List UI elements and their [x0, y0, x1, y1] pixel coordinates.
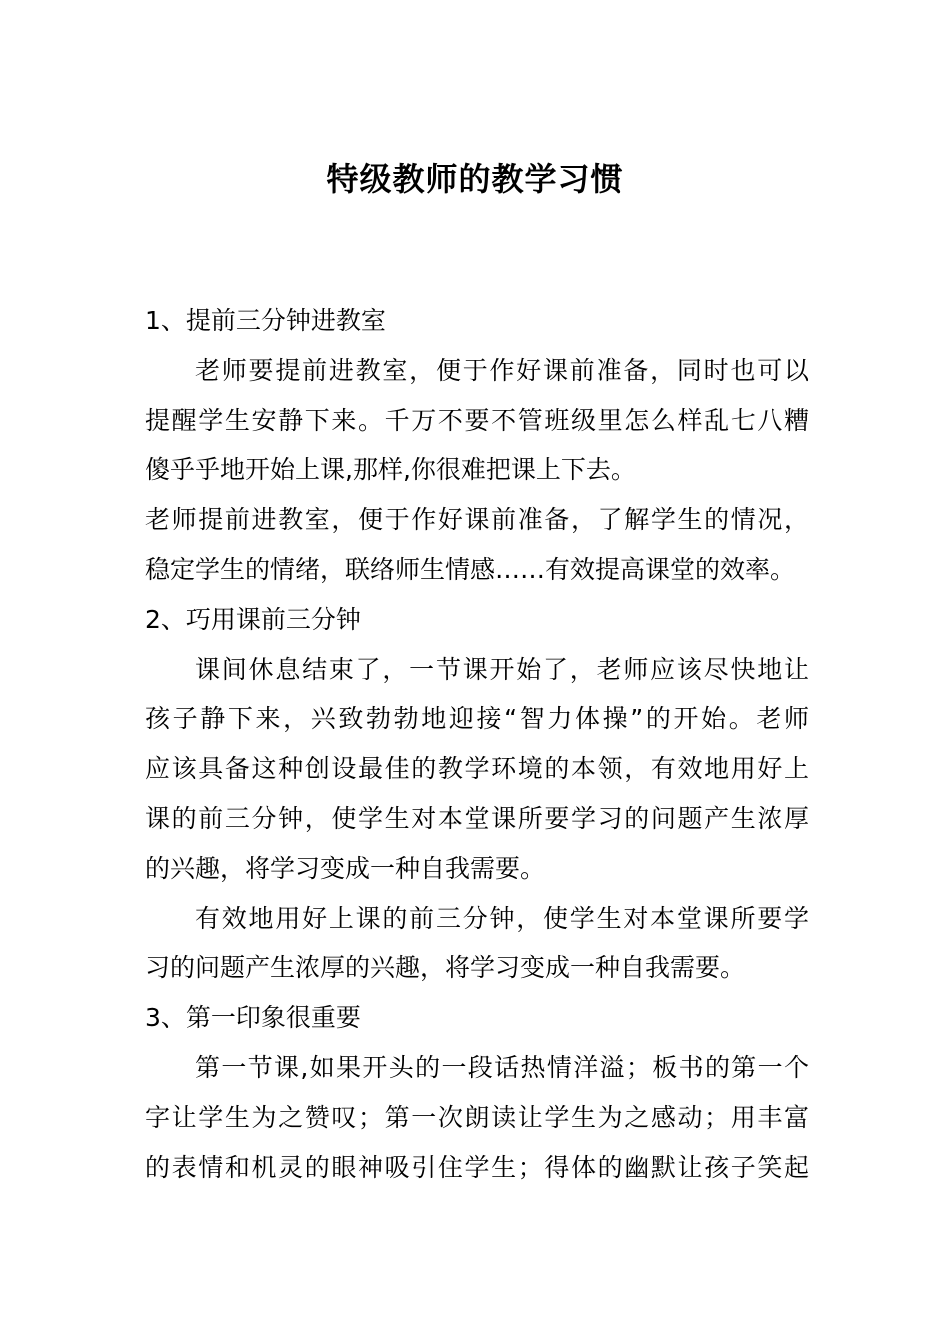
paragraph-line: 孩子静下来，兴致勃勃地迎接“智力体操”的开始。老师 — [145, 704, 809, 734]
paragraph-line: 课间休息结束了，一节课开始了，老师应该尽快地让 — [195, 654, 809, 684]
paragraph-line: 提醒学生安静下来。千万不要不管班级里怎么样乱七八糟 — [145, 405, 809, 435]
document-body — [145, 296, 809, 1192]
paragraph-line: 第一节课,如果开头的一段话热情洋溢；板书的第一个 — [195, 1052, 809, 1082]
section-heading: 2、巧用课前三分钟 — [145, 604, 361, 634]
paragraph-line: 的表情和机灵的眼神吸引住学生；得体的幽默让孩子笑起 — [145, 1152, 809, 1182]
paragraph-line: 有效地用好上课的前三分钟，使学生对本堂课所要学 — [195, 903, 809, 933]
paragraph-line: 稳定学生的情绪，联络师生情感……有效提高课堂的效率。 — [145, 554, 796, 584]
paragraph-line: 的兴趣，将学习变成一种自我需要。 — [145, 853, 546, 883]
paragraph-line: 习的问题产生浓厚的兴趣，将学习变成一种自我需要。 — [145, 953, 746, 983]
page-title: 特级教师的教学习惯 — [326, 160, 624, 198]
paragraph-line: 应该具备这种创设最佳的教学环境的本领，有效地用好上 — [145, 754, 809, 784]
paragraph-line: 课的前三分钟，使学生对本堂课所要学习的问题产生浓厚 — [145, 803, 809, 833]
paragraph-line: 老师要提前进教室，便于作好课前准备，同时也可以 — [195, 355, 809, 385]
section-heading: 1、提前三分钟进教室 — [145, 306, 386, 335]
paragraph-line: 傻乎乎地开始上课,那样,你很难把课上下去。 — [145, 455, 636, 485]
paragraph-line: 字让学生为之赞叹；第一次朗读让学生为之感动；用丰富 — [145, 1102, 809, 1132]
section-heading: 3、第一印象很重要 — [145, 1003, 361, 1033]
paragraph-line: 老师提前进教室，便于作好课前准备，了解学生的情况， — [145, 505, 809, 535]
